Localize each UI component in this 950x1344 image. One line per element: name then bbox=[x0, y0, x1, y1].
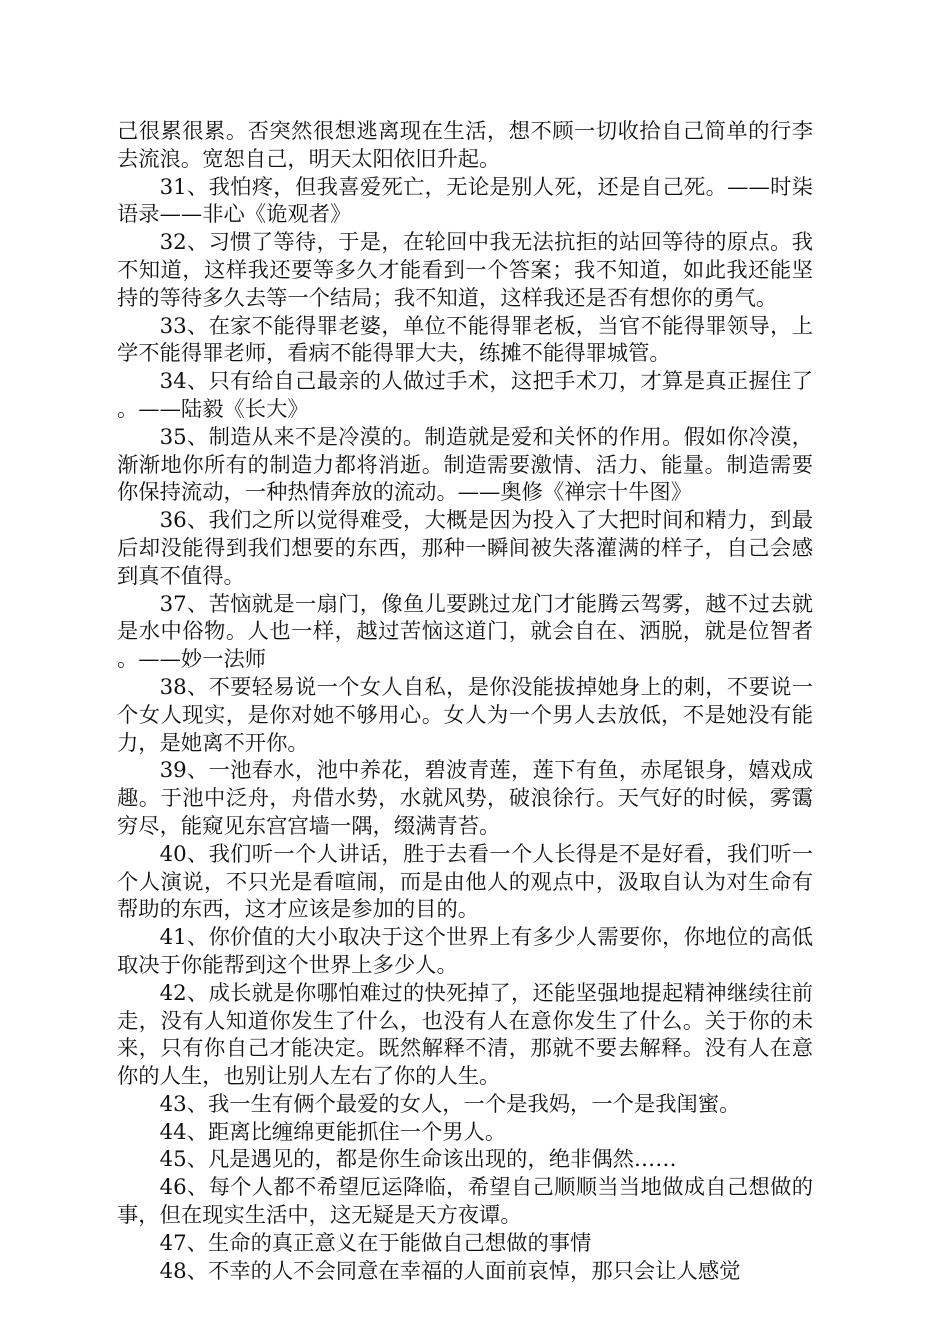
quote-35: 35、制造从来不是冷漠的。制造就是爱和关怀的作用。假如你冷漠，渐渐地你所有的制造力都将消逝。制造需要激情、活力、能量。制造需要你保持流动，一种热情奔放的流动。——奥修《禅宗十牛图》 bbox=[117, 424, 813, 506]
quote-48: 48、不幸的人不会同意在幸福的人面前哀悼，那只会让人感觉 bbox=[159, 1258, 741, 1284]
quote-32: 32、习惯了等待，于是，在轮回中我无法抗拒的站回等待的原点。我不知道，这样我还要等多久才能看到一个答案；我不知道，如此我还能坚持的等待多久去等一个结局；我不知道，这样我还是否有想你的勇气。 bbox=[117, 230, 813, 311]
quote-45: 45、凡是遇见的，都是你生命该出现的，绝非偶然…… bbox=[159, 1147, 677, 1173]
quote-37: 37、苦恼就是一扇门，像鱼儿要跳过龙门才能腾云驾雾，越不过去就是水中俗物。人也一样，越过苦恼这道门，就会自在、洒脱，就是位智者。——妙一法师 bbox=[117, 591, 813, 673]
quote-46: 46、每个人都不希望厄运降临，希望自己顺顺当当地做成自己想做的事，但在现实生活中，这无疑是天方夜谭。 bbox=[117, 1175, 813, 1229]
quote-38: 38、不要轻易说一个女人自私，是你没能拔掉她身上的刺，不要说一个女人现实，是你对她不够用心。女人为一个男人去放低，不是她没有能力，是她离不开你。 bbox=[117, 674, 813, 756]
quote-33: 33、在家不能得罪老婆，单位不能得罪老板，当官不能得罪领导，上学不能得罪老师，看病不能得罪大夫，练摊不能得罪城管。 bbox=[117, 313, 813, 367]
quote-34: 34、只有给自己最亲的人做过手术，这把手术刀，才算是真正握住了。——陆毅《长大》 bbox=[117, 369, 813, 422]
paragraph-continuation: 己很累很累。否突然很想逃离现在生活，想不顾一切收拾自己简单的行李去流浪。宽恕自己，明天太阳依旧升起。 bbox=[117, 119, 813, 172]
quote-36: 36、我们之所以觉得难受，大概是因为投入了大把时间和精力，到最后却没能得到我们想要的东西，那种一瞬间被失落灌满的样子，自己会感到真不值得。 bbox=[117, 508, 813, 589]
quote-44: 44、距离比缠绵更能抓住一个男人。 bbox=[159, 1119, 507, 1145]
quote-43: 43、我一生有俩个最爱的女人，一个是我妈，一个是我闺蜜。 bbox=[159, 1091, 741, 1117]
quote-40: 40、我们听一个人讲话，胜于去看一个人长得是不是好看，我们听一个人演说，不只光是看喧闹，而是由他人的观点中，汲取自认为对生命有帮助的东西，这才应该是参加的目的。 bbox=[117, 841, 813, 923]
document-body bbox=[117, 118, 813, 1285]
quote-47: 47、生命的真正意义在于能做自己想做的事情 bbox=[159, 1230, 592, 1256]
quote-39: 39、一池春水，池中养花，碧波青莲，莲下有鱼，赤尾银身，嬉戏成趣。于池中泛舟，舟借水势，水就风势，破浪徐行。天气好的时候，雾霭穷尽，能窥见东宫宫墙一隅，缀满青苔。 bbox=[117, 758, 813, 839]
quote-41: 41、你价值的大小取决于这个世界上有多少人需要你，你地位的高低取决于你能帮到这个世界上多少人。 bbox=[117, 925, 813, 978]
quote-42: 42、成长就是你哪怕难过的快死掉了，还能坚强地提起精神继续往前走，没有人知道你发生了什么，也没有人在意你发生了什么。关于你的未来，只有你自己才能决定。既然解释不清，那就不要去解释。没有人在意你的人生，也别让别人左右了你的人生。 bbox=[117, 980, 813, 1090]
quote-31: 31、我怕疼，但我喜爱死亡，无论是别人死，还是自己死。——时柒语录——非心《诡观者》 bbox=[117, 174, 813, 228]
